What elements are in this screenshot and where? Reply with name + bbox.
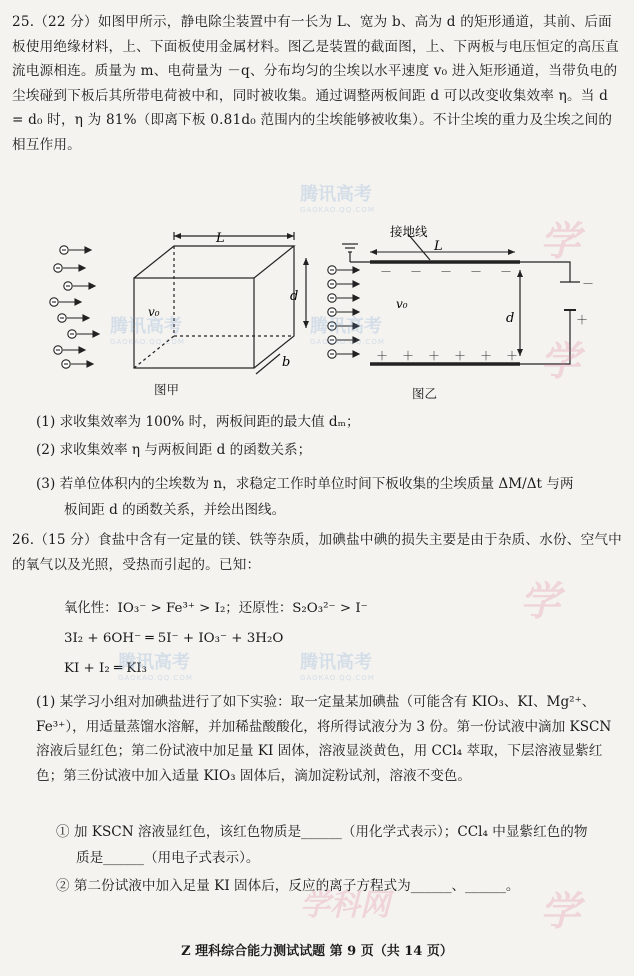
q26-stem: 26.（15 分）食盐中含有一定量的镁、铁等杂质，加碘盐中碘的损失主要是由于杂质、水份、空气中的氧气以及光照，受热而引起的。已知： — [12, 532, 622, 573]
fig2-L-label: L — [434, 239, 443, 254]
figure-jia-caption: 图甲 — [154, 382, 180, 397]
arrow-head — [87, 361, 93, 367]
q26-oxidation-relation: 氧化性：IO₃⁻ > Fe³⁺ > I₂；还原性：S₂O₃²⁻ > I⁻ — [64, 601, 368, 616]
q26-sub1-cont: 质是______（用电子式表示）。 — [76, 850, 260, 866]
minus-sign: － — [470, 265, 483, 279]
plus-sign: ＋ — [402, 349, 415, 363]
arrow-head — [75, 299, 81, 305]
q25-part3-line2: 板间距 d 的函数关系，并绘出图线。 — [64, 502, 286, 518]
arrow-head — [353, 309, 359, 315]
q25-part1: (1) 求收集效率为 100% 时，两板间距的最大值 dₘ； — [36, 414, 360, 430]
plus-sign: ＋ — [428, 349, 441, 363]
fig1-b-label: b — [282, 355, 291, 370]
watermark-tencent: 腾讯高考 GAOKAO.QQ.COM — [110, 316, 185, 346]
fig1-d-label: d — [290, 289, 299, 304]
watermark-tencent: 腾讯高考 GAOKAO.QQ.COM — [300, 652, 375, 682]
figure-yi — [320, 222, 600, 382]
minus-sign: － — [410, 265, 423, 279]
page-footer: Z 理科综合能力测试试题 第 9 页（共 14 页） — [181, 944, 453, 959]
battery-plus: ＋ — [576, 313, 589, 327]
figure-jia — [44, 228, 314, 398]
arrow-head — [79, 347, 85, 353]
fig2-v0-label: v₀ — [396, 297, 408, 311]
plus-sign: ＋ — [376, 349, 389, 363]
watermark-xueke: 学科网 — [300, 888, 390, 923]
watermark-tencent: 腾讯高考 GAOKAO.QQ.COM — [300, 184, 375, 214]
arrow-head — [83, 315, 89, 321]
minus-sign: － — [440, 265, 453, 279]
figure-yi-caption: 图乙 — [412, 386, 438, 401]
watermark-xue: 学 — [540, 339, 580, 385]
fig1-L-label: L — [216, 231, 225, 246]
ground-wire-label: 接地线 — [390, 224, 428, 239]
plus-sign: ＋ — [454, 349, 467, 363]
q25-part2: (2) 求收集效率 η 与两板间距 d 的函数关系； — [36, 442, 312, 458]
q26-equation-1: 3I₂ + 6OH⁻ ═ 5I⁻ + IO₃⁻ + 3H₂O — [64, 631, 284, 646]
watermark-xue: 学 — [520, 579, 560, 625]
arrow-head — [85, 247, 91, 253]
fig2-d-label: d — [506, 311, 515, 326]
q26-part1: (1) 某学习小组对加碘盐进行了如下实验：取一定量某加碘盐（可能含有 KIO₃、KI、Mg²⁺、Fe³⁺），用适量蒸馏水溶解，并加稀盐酸酸化，将所得试液分为 3 份。第一份试液中滴加 KSCN 溶液后显红色；第二份试液中加足量 KI 固体，溶液显淡黄色，用 CCl₄ 萃取，下层溶液显紫红色；第三份试液中加入适量 KIO₃ 固体后，滴加淀粉试剂，溶液不变色。 — [36, 694, 612, 784]
arrow-head — [93, 331, 99, 337]
arrow-head — [353, 337, 359, 343]
q26-equation-2: KI + I₂ ═ KI₃ — [64, 661, 147, 676]
minus-sign: － — [380, 265, 393, 279]
watermark-tencent: 腾讯高考 GAOKAO.QQ.COM — [310, 316, 385, 346]
q25-part3-line1: (3) 若单位体积内的尘埃数为 n，求稳定工作时单位时间下板收集的尘埃质量 ΔM/Δt 与两 — [36, 476, 574, 492]
watermark-tencent: 腾讯高考 GAOKAO.QQ.COM — [118, 652, 193, 682]
q26-sub2: ② 第二份试液中加入足量 KI 固体后，反应的离子方程式为______、______。 — [56, 878, 520, 894]
arrow-head — [353, 281, 359, 287]
arrow-head — [353, 351, 359, 357]
plus-sign: ＋ — [480, 349, 493, 363]
arrow-head — [79, 265, 85, 271]
fig1-v0-label: v₀ — [148, 305, 160, 319]
arrow-head — [353, 267, 359, 273]
minus-sign: － — [500, 265, 513, 279]
arrow-head — [89, 283, 95, 289]
plus-sign: ＋ — [506, 349, 519, 363]
arrow-head — [353, 295, 359, 301]
watermark-xue: 学 — [540, 889, 580, 935]
battery-minus: － — [582, 277, 595, 291]
arrow-head — [353, 323, 359, 329]
watermark-xue: 学 — [540, 219, 580, 265]
q26-sub1: ① 加 KSCN 溶液显红色，该红色物质是______（用化学式表示）；CCl₄ 中显紫红色的物 — [56, 824, 588, 840]
q25-stem: 25.（22 分）如图甲所示，静电除尘装置中有一长为 L、宽为 b、高为 d 的矩形通道，其前、后面板使用绝缘材料，上、下面板使用金属材料。图乙是装置的截面图，上、下两板与电压恒定的高压直流电源相连。质量为 m、电荷量为 －q、分布均匀的尘埃以水平速度 v₀ 进入矩形通道，当带负电的尘埃碰到下板后其所带电荷被中和，同时被收集。通过调整两板间距 d 可以改变收集效率 η。当 d = d₀ 时，η 为 81%（即离下板 0.81d₀ 范围内的尘埃能够被收集）。不计尘埃的重力及尘埃之间的相互作用。 — [12, 14, 619, 153]
